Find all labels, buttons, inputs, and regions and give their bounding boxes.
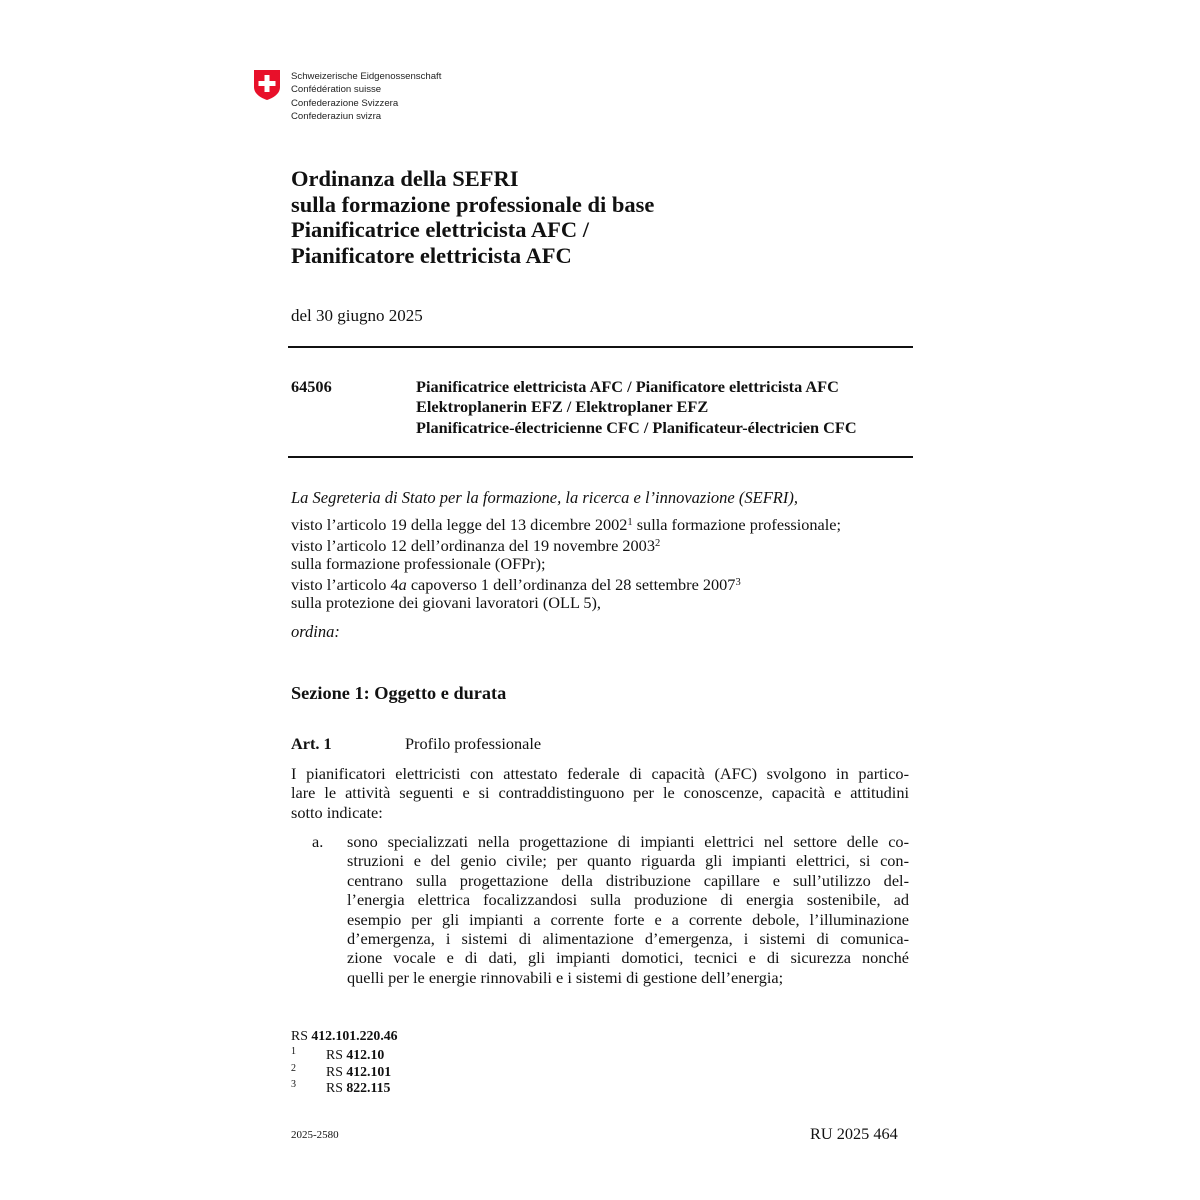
footnote-number: 2 [291,1062,296,1074]
preamble [291,514,841,613]
title-line: Pianificatore elettricista AFC [291,242,572,268]
profession-title-it: Pianificatrice elettricista AFC / Pianificatore elettricista AFC [416,377,839,396]
profession-title-fr: Planificatrice-électricienne CFC / Planificateur-électricien CFC [416,417,857,437]
footnote-reference[interactable] [326,1047,384,1064]
confederation-name-fr: Confédération suisse [291,84,382,96]
preamble-line: sulla protezione dei giovani lavoratori (OLL 5), [291,593,601,613]
article-number: Art. 1 [291,734,332,753]
document-date: del 30 giugno 2025 [291,306,423,325]
preamble-text: visto l’articolo 12 dell’ordinanza del 19 novembre 2003 [291,535,655,555]
list-item-line: centrano sulla progettazione della distribuzione capillare e sull’utilizzo del- [347,870,909,890]
profession-titles [416,377,857,438]
profession-title-de: Elektroplanerin EFZ / Elektroplaner EFZ [416,397,709,417]
footnote-number: 1 [291,1046,296,1057]
preamble-text: sulla formazione professionale; [632,515,842,534]
footnote-ref: 822.115 [346,1080,391,1095]
title-line: sulla formazione professionale di base [291,191,655,217]
list-item-line: zione vocale e di dati, gli impianti domotici, tecnici e di sicurezza nonché [347,948,909,968]
profession-code: 64506 [291,377,332,396]
article-intro-line: sotto indicate: [291,802,383,822]
footnote-ref-3[interactable]: 3 [735,576,741,588]
list-item-line: esempio per gli impianti a corrente forte e a corrente debole, l’illuminazione [347,909,909,929]
footnote-reference[interactable] [326,1064,391,1081]
rs-reference [291,1028,398,1044]
confederation-name-de: Schweizerische Eidgenossenschaft [291,71,442,82]
preamble-text: capoverso 1 dell’ordinanza del 28 settembre 2007 [406,574,736,594]
document-title [291,166,654,268]
preamble-line [291,574,841,595]
list-item-line: quelli per le energie rinnovabili e i sistemi di gestione dell’energia; [347,967,784,987]
preamble-text: visto l’articolo 19 della legge del 13 dicembre 2002 [291,515,628,534]
article-title: Profilo professionale [405,734,542,753]
footnote-reference[interactable] [326,1080,390,1097]
preamble-text-italic: a [398,574,407,594]
list-item [347,832,909,987]
list-item-line: sono specializzati nella progettazione di impianti elettrici nel settore delle co- [347,832,909,851]
section-title: Sezione 1: Oggetto e durata [291,683,507,703]
ru-reference: RU 2025 464 [810,1124,898,1143]
issuer: La Segreteria di Stato per la formazione, la ricerca e l’innovazione (SEFRI), [291,488,798,507]
list-item-line: struzioni e del genio civile; per quanto riguarda gli impianti elettrici, si con- [347,851,909,871]
footnote-prefix: RS [326,1047,347,1062]
footnote-ref: 412.101 [346,1063,392,1079]
divider-bottom [288,456,913,458]
preamble-line: sulla formazione professionale (OFPr); [291,554,546,574]
article-intro-line: I pianificatori elettricisti con attestato federale di capacità (AFC) svolgono in partico- [291,764,909,783]
title-line: Ordinanza della SEFRI [291,166,519,191]
article-intro [291,764,909,822]
list-item-marker: a. [312,832,324,851]
preamble-text: visto l’articolo 4 [291,574,399,594]
list-item-line: d’emergenza, i sistemi di alimentazione d’emergenza, i sistemi di comunica- [347,929,909,949]
confederation-names [291,70,441,124]
rs-prefix: RS [291,1028,312,1043]
rs-number: 412.101.220.46 [311,1028,398,1043]
footnote-number: 3 [291,1079,296,1090]
ordina: ordina: [291,622,340,641]
swiss-cross-icon [253,69,281,101]
footnote-prefix: RS [326,1080,347,1095]
confederation-name-rm: Confederaziun svizra [291,111,382,123]
title-line: Pianificatrice elettricista AFC / [291,217,590,243]
preamble-line [291,535,841,556]
footnote-ref-1[interactable]: 1 [627,517,633,528]
preamble-line [291,514,841,535]
list-item-line: l’energia elettrica focalizzandosi sulla produzione di energia sostenibile, ad [347,890,909,910]
document-id: 2025-2580 [291,1129,339,1141]
footnote-prefix: RS [326,1063,347,1079]
footnote-ref-2[interactable]: 2 [654,537,661,549]
article-intro-line: lare le attività seguenti e si contraddistinguono per le conoscenze, capacità e attitudini [291,783,909,803]
divider-top [288,346,913,348]
footnote-ref: 412.10 [346,1047,385,1062]
swiss-flag-logo [253,69,281,101]
confederation-name-it: Confederazione Svizzera [291,97,399,109]
